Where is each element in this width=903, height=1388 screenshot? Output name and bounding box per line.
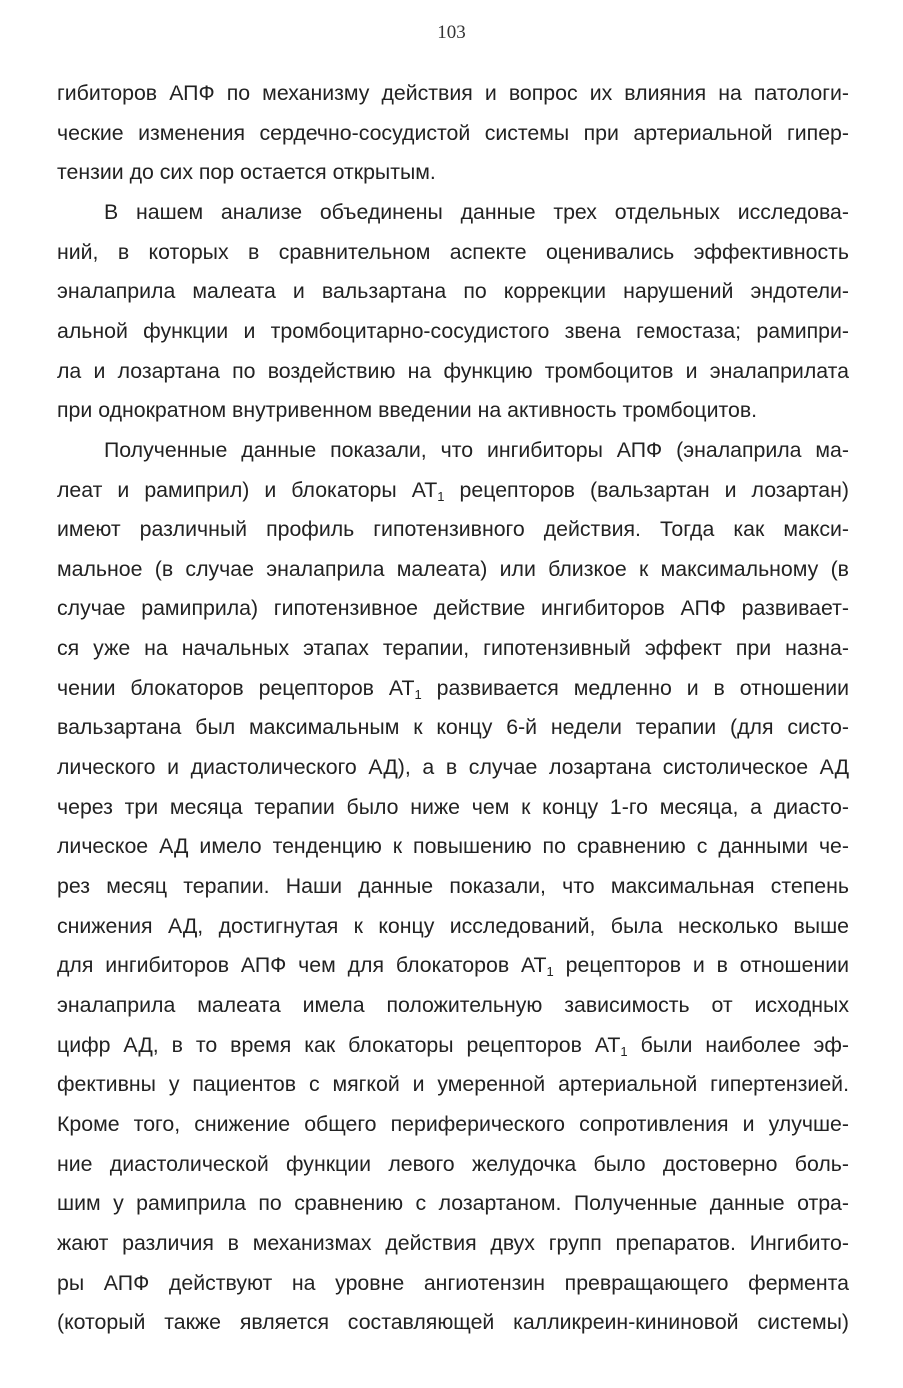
text-segment: леат и рамиприл) и блокаторы АТ	[57, 477, 438, 502]
text-line	[57, 311, 849, 351]
text-segment: случае рамиприла) гипотензивное действие ингибиторов АПФ развивает-	[57, 596, 849, 621]
subscript: 1	[414, 686, 422, 702]
text-line	[57, 351, 849, 391]
text-segment: через три месяца терапии было ниже чем к концу 1-го месяца, а диасто-	[57, 794, 849, 819]
text-segment: (который также является составляющей калликреин-кининовой системы)	[57, 1310, 849, 1335]
text-segment: В нашем анализе объединены данные трех отдельных исследова-	[104, 199, 849, 224]
text-line	[57, 1223, 849, 1263]
text-line	[104, 192, 849, 232]
text-segment: рецепторов (вальзартан и лозартан)	[444, 477, 849, 502]
text-line	[57, 747, 849, 787]
text-segment: ры АПФ действуют на уровне ангиотензин превращающего фермента	[57, 1270, 849, 1295]
text-segment: чении блокаторов рецепторов АТ	[57, 675, 415, 700]
text-line	[57, 1064, 849, 1104]
text-segment: ний, в которых в сравнительном аспекте оценивались эффективность	[57, 239, 849, 264]
text-segment: для ингибиторов АПФ чем для блокаторов АТ	[57, 953, 547, 978]
text-segment: лического и диастолического АД), а в случае лозартана систолическое АД	[57, 755, 849, 780]
text-segment: рез месяц терапии. Наши данные показали, что максимальная степень	[57, 874, 849, 898]
text-segment: были наиболее эф-	[627, 1032, 849, 1057]
text-segment: шим у рамиприла по сравнению с лозартаном. Полученные данные отра-	[57, 1191, 849, 1216]
text-line	[57, 1183, 849, 1223]
text-line	[57, 668, 849, 708]
text-line	[57, 945, 849, 985]
text-line	[57, 152, 849, 192]
text-segment: имеют различный профиль гипотензивного действия. Тогда как макси-	[57, 517, 849, 542]
text-segment: ческие изменения сердечно-сосудистой системы при артериальной гипер-	[57, 120, 849, 145]
text-line	[57, 588, 849, 628]
text-segment: гибиторов АПФ по механизму действия и вопрос их влияния на патологи-	[57, 81, 849, 105]
text-line	[57, 1302, 849, 1342]
subscript: 1	[620, 1043, 628, 1059]
text-line	[57, 866, 849, 906]
text-line	[57, 906, 849, 946]
subscript: 1	[437, 488, 445, 504]
text-line	[57, 73, 849, 113]
text-segment: при однократном внутривенном введении на активность тромбоцитов.	[57, 398, 758, 423]
text-segment: фективны у пациентов с мягкой и умеренной артериальной гипертензией.	[57, 1072, 849, 1097]
text-segment: эналаприла малеата имела положительную зависимость от исходных	[57, 992, 849, 1017]
text-line	[57, 232, 849, 272]
text-segment: рецепторов и в отношении	[553, 953, 850, 978]
text-line	[57, 1144, 849, 1184]
text-line	[57, 826, 849, 866]
text-segment: развивается медленно и в отношении	[421, 675, 849, 700]
text-segment: ла и лозартана по воздействию на функцию тромбоцитов и эналаприлата	[57, 358, 849, 383]
text-segment: цифр АД, в то время как блокаторы рецепторов АТ	[57, 1032, 621, 1057]
text-segment: Полученные данные показали, что ингибиторы АПФ (эналаприла ма-	[104, 437, 849, 462]
text-segment: альной функции и тромбоцитарно-сосудистого звена гемостаза; рамипри-	[57, 318, 849, 343]
text-segment: ние диастолической функции левого желудочка было достоверно боль-	[57, 1151, 849, 1176]
text-line	[57, 1104, 849, 1144]
text-line	[57, 707, 849, 747]
text-segment: Кроме того, снижение общего периферического сопротивления и улучше-	[57, 1111, 849, 1136]
text-segment: мальное (в случае эналаприла малеата) или близкое к максимальному (в	[57, 556, 849, 581]
text-segment: жают различия в механизмах действия двух групп препаратов. Ингибито-	[57, 1230, 849, 1255]
text-line	[57, 985, 849, 1025]
text-segment: тензии до сих пор остается открытым.	[57, 160, 436, 185]
text-line	[57, 628, 849, 668]
text-line	[57, 390, 849, 430]
subscript: 1	[546, 964, 554, 980]
text-line	[57, 787, 849, 827]
text-line	[57, 509, 849, 549]
text-segment: ся уже на начальных этапах терапии, гипотензивный эффект при назна-	[57, 636, 849, 661]
text-segment: эналаприла малеата и вальзартана по коррекции нарушений эндотели-	[57, 279, 849, 304]
text-line	[57, 1025, 849, 1065]
text-segment: вальзартана был максимальным к концу 6-й недели терапии (для систо-	[57, 715, 849, 740]
text-line	[57, 1263, 849, 1303]
text-line	[57, 470, 849, 510]
text-line	[57, 271, 849, 311]
text-line	[104, 430, 849, 470]
page-number: 103	[437, 22, 466, 43]
text-line	[57, 113, 849, 153]
text-segment: снижения АД, достигнутая к концу исследований, была несколько выше	[57, 913, 849, 938]
text-line	[57, 549, 849, 589]
text-segment: лическое АД имело тенденцию к повышению по сравнению с данными че-	[57, 834, 849, 859]
